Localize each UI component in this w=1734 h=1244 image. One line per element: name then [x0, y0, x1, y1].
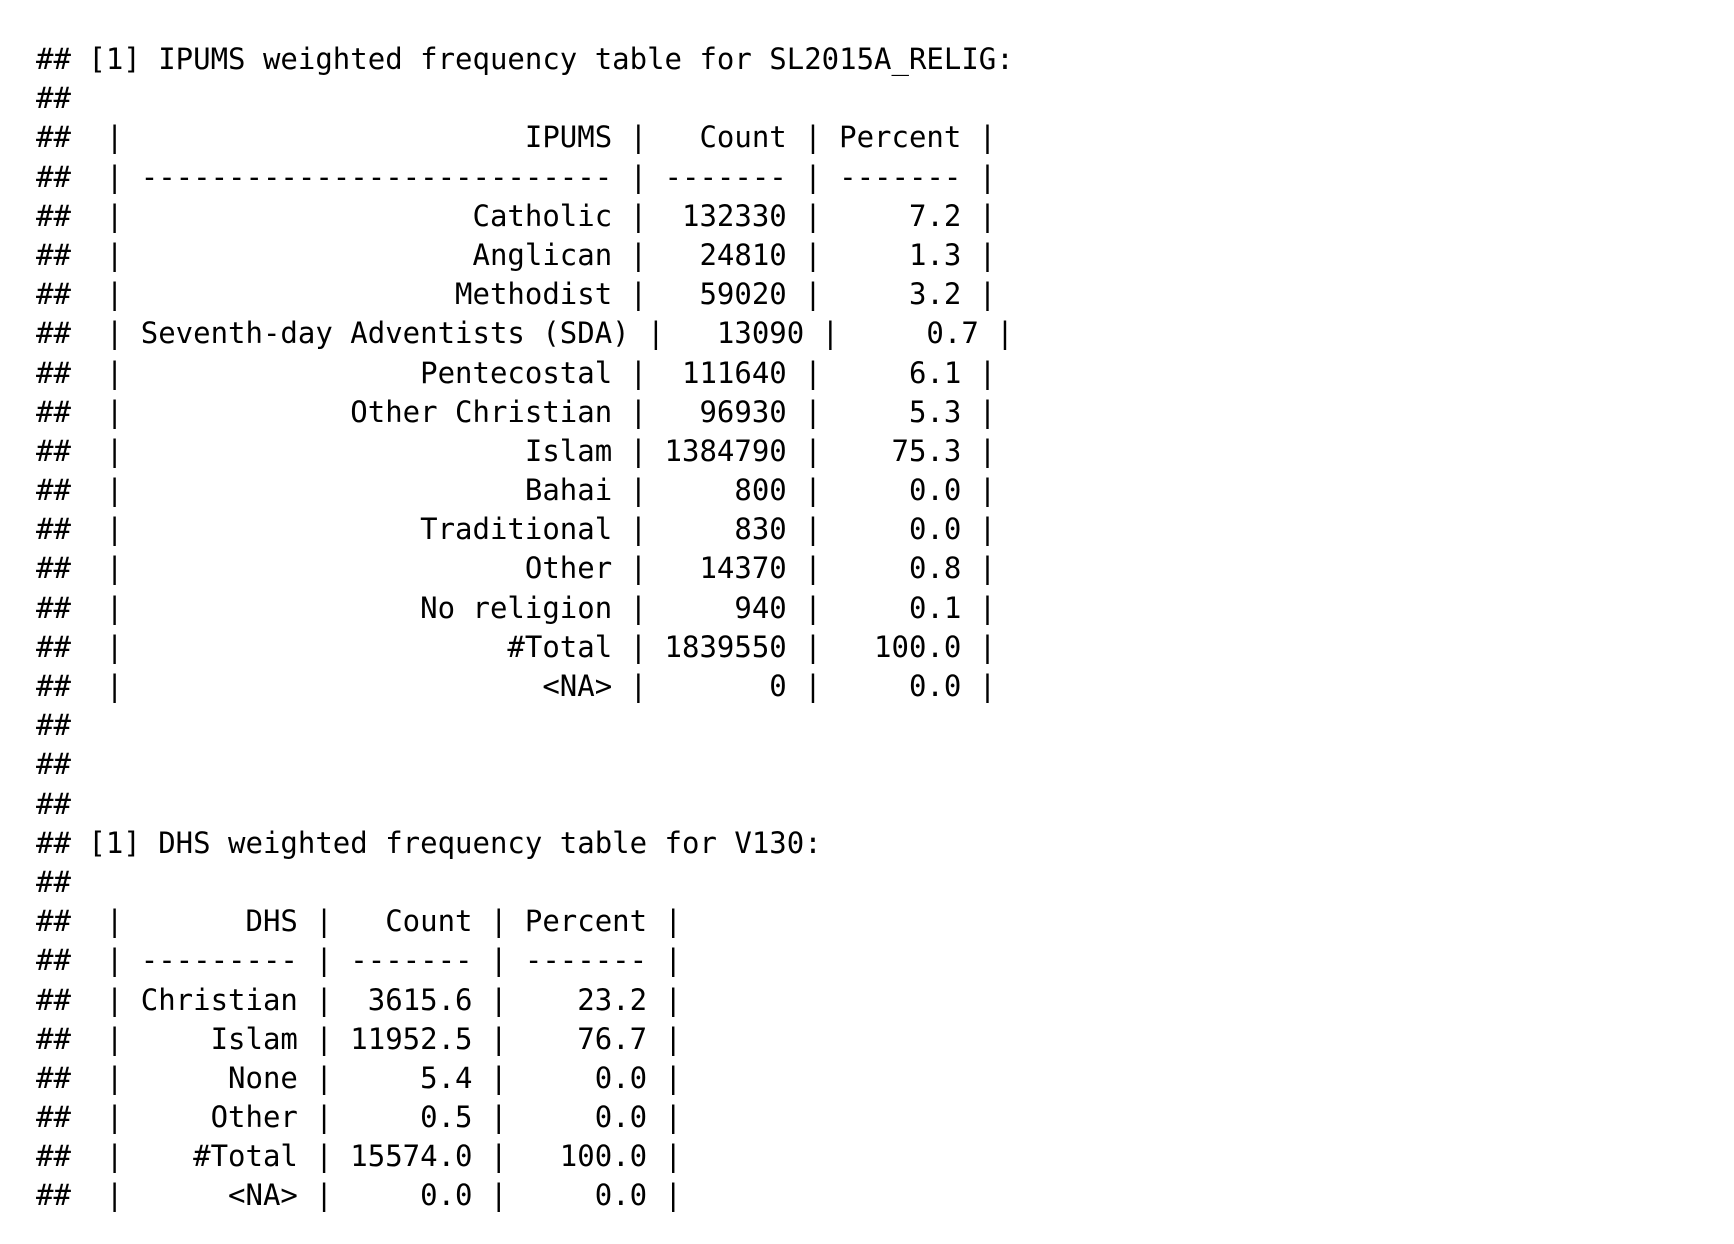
- console-line: ##: [36, 708, 71, 743]
- ipums-table-row: ## | Seventh-day Adventists (SDA) | 13090 | 0.7 |: [36, 316, 1014, 351]
- dhs-table-row: ## | Christian | 3615.6 | 23.2 |: [36, 982, 683, 1017]
- dhs-table-separator: ## | --------- | ------- | ------- |: [36, 943, 683, 978]
- dhs-table-row: ## | None | 5.4 | 0.0 |: [36, 1060, 683, 1095]
- ipums-table-row: ## | Other | 14370 | 0.8 |: [36, 551, 997, 586]
- ipums-table-row: ## | Traditional | 830 | 0.0 |: [36, 512, 997, 547]
- console-line: ##: [36, 81, 71, 116]
- dhs-table-row: ## | Islam | 11952.5 | 76.7 |: [36, 1021, 683, 1056]
- console-line: ##: [36, 786, 71, 821]
- dhs-table-row: ## | Other | 0.5 | 0.0 |: [36, 1100, 683, 1135]
- ipums-table-header: ## | IPUMS | Count | Percent |: [36, 120, 997, 155]
- ipums-table-row: ## | Other Christian | 96930 | 5.3 |: [36, 394, 997, 429]
- dhs-table-title: ## [1] DHS weighted frequency table for V130:: [36, 825, 822, 860]
- ipums-table-row: ## | Methodist | 59020 | 3.2 |: [36, 277, 997, 312]
- console-line: ##: [36, 747, 71, 782]
- dhs-table-na-row: ## | <NA> | 0.0 | 0.0 |: [36, 1178, 683, 1213]
- ipums-table-separator: ## | --------------------------- | ------- | ------- |: [36, 159, 997, 194]
- ipums-table-total-row: ## | #Total | 1839550 | 100.0 |: [36, 629, 997, 664]
- ipums-table-row: ## | Catholic | 132330 | 7.2 |: [36, 198, 997, 233]
- ipums-table-title: ## [1] IPUMS weighted frequency table for SL2015A_RELIG:: [36, 42, 1014, 76]
- dhs-table-header: ## | DHS | Count | Percent |: [36, 904, 683, 939]
- ipums-table-na-row: ## | <NA> | 0 | 0.0 |: [36, 669, 997, 703]
- ipums-table-row: ## | Pentecostal | 111640 | 6.1 |: [36, 355, 997, 390]
- dhs-table-total-row: ## | #Total | 15574.0 | 100.0 |: [36, 1139, 683, 1174]
- ipums-table-row: ## | Bahai | 800 | 0.0 |: [36, 473, 997, 508]
- console-output: [36, 40, 1014, 1216]
- ipums-table-row: ## | Islam | 1384790 | 75.3 |: [36, 433, 997, 468]
- ipums-table-row: ## | Anglican | 24810 | 1.3 |: [36, 237, 997, 272]
- console-line: ##: [36, 864, 71, 899]
- ipums-table-row: ## | No religion | 940 | 0.1 |: [36, 590, 997, 625]
